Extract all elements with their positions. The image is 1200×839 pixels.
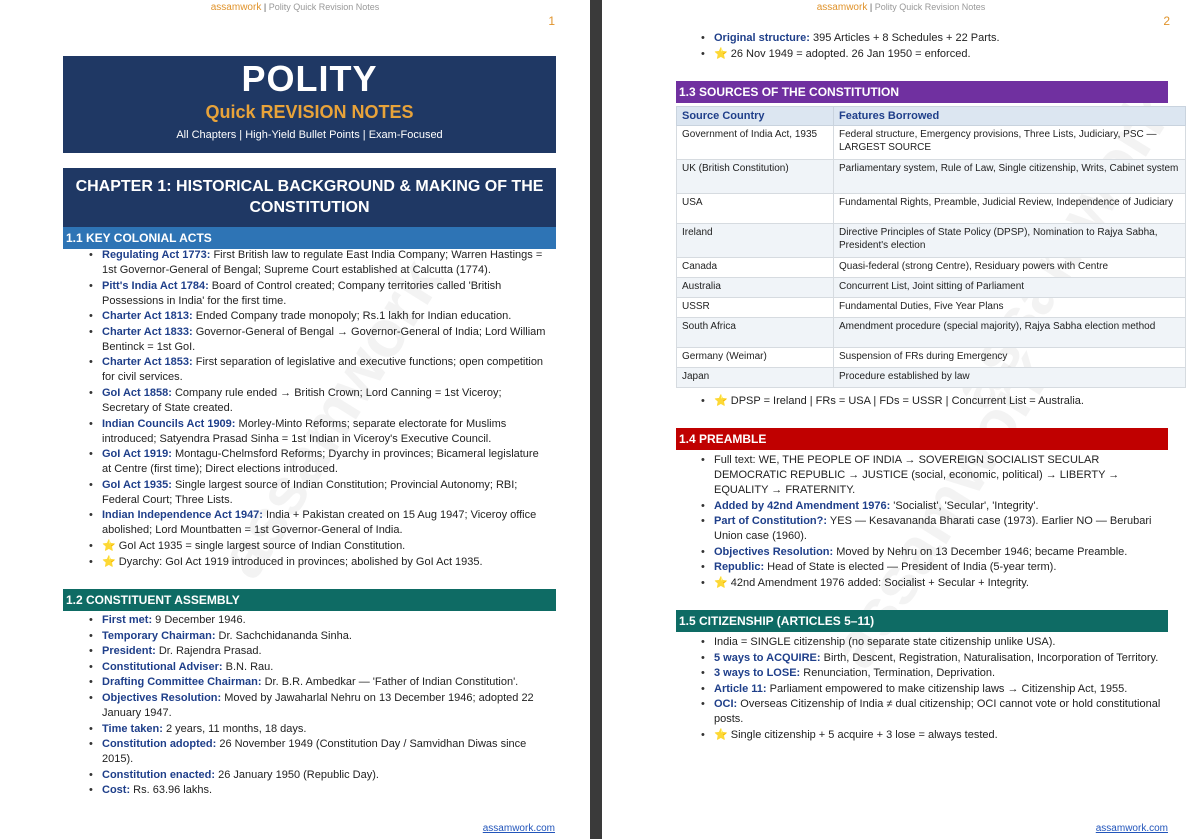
table-cell: Australia: [677, 278, 834, 298]
item-text: GoI Act 1935 = single largest source of Indian Constitution.: [115, 539, 406, 552]
list-item: [700, 728, 1170, 743]
list-item: [700, 47, 1170, 62]
item-text: Company rule ended → British Crown; Lord Canning = 1st Viceroy; Secretary of State created.: [102, 386, 502, 414]
table-cell: Ireland: [677, 224, 834, 258]
item-text: Board of Control created; Company territories called 'British Possessions in India' for the first time.: [102, 279, 502, 307]
table-cell: Concurrent List, Joint sitting of Parliament: [834, 278, 1186, 298]
list-item: [88, 644, 548, 659]
item-keyword: Objectives Resolution:: [102, 691, 222, 704]
sources-table: [676, 106, 1186, 388]
list-item: [700, 453, 1170, 498]
item-text: Ended Company trade monopoly; Rs.1 lakh for Indian education.: [192, 310, 512, 323]
item-text: Birth, Descent, Registration, Naturalisation, Incorporation of Territory.: [820, 651, 1159, 664]
table-header-row: [677, 107, 1186, 126]
item-keyword: Indian Independence Act 1947:: [102, 509, 263, 522]
list-item: [700, 635, 1170, 650]
column-header: Features Borrowed: [834, 107, 1186, 126]
item-keyword: Charter Act 1833:: [102, 325, 193, 338]
star-icon: ⭐: [102, 555, 116, 568]
item-keyword: Regulating Act 1773:: [102, 249, 211, 261]
footer-link[interactable]: assamwork.com: [482, 823, 555, 834]
table-row: [677, 258, 1186, 278]
table-cell: Japan: [677, 368, 834, 388]
item-text: 395 Articles + 8 Schedules + 22 Parts.: [809, 32, 1000, 44]
item-text: 26 January 1950 (Republic Day).: [215, 768, 379, 781]
item-keyword: Pitt's India Act 1784:: [102, 279, 209, 292]
list-item: [700, 682, 1170, 697]
item-text: Dr. Rajendra Prasad.: [155, 645, 262, 658]
list-item: [700, 666, 1170, 681]
table-row: [677, 368, 1186, 388]
list-item: [88, 508, 548, 538]
section-heading-1-3: 1.3 SOURCES OF THE CONSTITUTION: [676, 81, 1168, 103]
list-item: [88, 447, 548, 477]
document-tagline: All Chapters | High-Yield Bullet Points | Exam-Focused: [176, 129, 443, 141]
list-item: [88, 691, 548, 721]
footer-link[interactable]: assamwork.com: [1095, 823, 1168, 834]
list-item: [88, 722, 548, 737]
list-item: [700, 697, 1170, 727]
table-cell: Government of India Act, 1935: [677, 126, 834, 160]
item-keyword: Article 11:: [714, 682, 767, 695]
section-heading-1-5: 1.5 CITIZENSHIP (ARTICLES 5–11): [676, 610, 1168, 632]
list-item: [700, 394, 1170, 409]
item-text: 2 years, 11 months, 18 days.: [162, 722, 307, 735]
item-keyword: Indian Councils Act 1909:: [102, 417, 236, 430]
table-cell: Canada: [677, 258, 834, 278]
star-icon: ⭐: [714, 395, 728, 407]
list-item: [88, 279, 548, 309]
item-keyword: Constitution adopted:: [102, 738, 217, 751]
item-text: Head of State is elected — President of India (5-year term).: [764, 561, 1057, 574]
item-text: Moved by Nehru on 13 December 1946; became Preamble.: [833, 545, 1128, 558]
table-cell: USA: [677, 194, 834, 224]
running-header: assamwork | Polity Quick Revision Notes: [816, 2, 986, 13]
item-keyword: President:: [102, 645, 156, 658]
table-cell: Parliamentary system, Rule of Law, Single citizenship, Writs, Cabinet system: [834, 160, 1186, 194]
table-cell: South Africa: [677, 318, 834, 348]
section-heading-1-1: 1.1 KEY COLONIAL ACTS: [63, 227, 556, 249]
structure-list: [700, 31, 1170, 62]
table-row: [677, 126, 1186, 160]
title-banner: [63, 56, 556, 153]
list-item: [88, 629, 548, 644]
list-item: [88, 248, 548, 278]
item-text: 42nd Amendment 1976 added: Socialist + Secular + Integrity.: [727, 576, 1029, 589]
table-cell: Amendment procedure (special majority), Rajya Sabha election method: [834, 318, 1186, 348]
list-item: [700, 499, 1170, 514]
item-text: Parliament empowered to make citizenship laws → Citizenship Act, 1955.: [766, 682, 1128, 695]
table-cell: Fundamental Rights, Preamble, Judicial Review, Independence of Judiciary: [834, 194, 1186, 224]
table-cell: Fundamental Duties, Five Year Plans: [834, 298, 1186, 318]
table-cell: Suspension of FRs during Emergency: [834, 348, 1186, 368]
item-keyword: Charter Act 1813:: [102, 310, 193, 323]
item-keyword: Part of Constitution?:: [714, 515, 828, 528]
item-text: YES — Kesavananda Bharati case (1973). Earlier NO — Berubari Union case (1960).: [714, 515, 1152, 543]
item-text: Dr. B.R. Ambedkar — 'Father of Indian Constitution'.: [261, 676, 519, 689]
item-text: Morley-Minto Reforms; separate electorate for Muslims introduced; Satyendra Prasad Sinha = 1st Indian in Viceroy's Executive Council.: [102, 417, 507, 445]
item-keyword: Drafting Committee Chairman:: [102, 676, 262, 689]
item-text: Dr. Sachchidananda Sinha.: [215, 629, 352, 642]
constituent-assembly-list: [88, 613, 548, 799]
item-text: Full text: WE, THE PEOPLE OF INDIA → SOVEREIGN SOCIALIST SECULAR DEMOCRATIC REPUBLIC → JUSTICE (social, economic, political) → LIBERTY → EQUALITY → FRATERNITY.: [714, 454, 1120, 496]
item-keyword: First met:: [102, 614, 153, 626]
item-text: India = SINGLE citizenship (no separate state citizenship unlike USA).: [714, 636, 1056, 648]
item-keyword: Republic:: [714, 561, 765, 574]
table-row: [677, 318, 1186, 348]
item-text: India + Pakistan created on 15 Aug 1947; Viceroy office abolished; Lord Mountbatten = 1st Governor-General of India.: [102, 509, 537, 537]
header-brand: assamwork: [816, 2, 868, 13]
list-item: [88, 768, 548, 783]
document-title: POLITY: [241, 58, 378, 99]
item-text: Overseas Citizenship of India ≠ dual citizenship; OCI cannot vote or hold constitutional posts.: [714, 698, 1161, 726]
item-text: Governor-General of Bengal → Governor-General of India; Lord William Bentinck = 1st GoI.: [102, 325, 546, 353]
page-number: 2: [1163, 14, 1170, 28]
item-text: 26 November 1949 (Constitution Day / Samvidhan Diwas since 2015).: [102, 738, 527, 766]
item-keyword: 5 ways to ACQUIRE:: [714, 651, 821, 664]
citizenship-list: [700, 635, 1170, 744]
chapter-heading: CHAPTER 1: HISTORICAL BACKGROUND & MAKING OF THE CONSTITUTION: [63, 168, 556, 229]
table-row: [677, 224, 1186, 258]
document-subtitle: Quick REVISION NOTES: [205, 102, 414, 122]
star-icon: ⭐: [714, 576, 728, 589]
item-text: DPSP = Ireland | FRs = USA | FDs = USSR | Concurrent List = Australia.: [727, 395, 1084, 407]
item-text: Moved by Jawaharlal Nehru on 13 December 1946; adopted 22 January 1947.: [102, 691, 534, 719]
item-text: Single largest source of Indian Constitution; Provincial Autonomy; RBI; Federal Court; Three Lists.: [102, 478, 518, 506]
preamble-list: [700, 453, 1170, 592]
list-item: [88, 539, 548, 554]
table-cell: Directive Principles of State Policy (DPSP), Nomination to Rajya Sabha, President's election: [834, 224, 1186, 258]
item-keyword: Temporary Chairman:: [102, 629, 216, 642]
sources-note: [700, 394, 1170, 410]
table-cell: Federal structure, Emergency provisions, Three Lists, Judiciary, PSC — LARGEST SOURCE: [834, 126, 1186, 160]
table-cell: UK (British Constitution): [677, 160, 834, 194]
item-text: Renunciation, Termination, Deprivation.: [800, 667, 996, 680]
item-text: First British law to regulate East India Company; Warren Hastings = 1st Governor-General of Bengal; Supreme Court established at Calcutta (1774).: [102, 249, 543, 276]
colonial-acts-list: [88, 248, 548, 570]
table-row: [677, 298, 1186, 318]
table-row: [677, 278, 1186, 298]
table-cell: Procedure established by law: [834, 368, 1186, 388]
list-item: [88, 613, 548, 628]
item-text: B.N. Rau.: [222, 660, 274, 673]
item-keyword: Original structure:: [714, 32, 810, 44]
list-item: [88, 783, 548, 798]
header-brand: assamwork: [210, 2, 262, 13]
item-keyword: Time taken:: [102, 722, 163, 735]
item-keyword: Objectives Resolution:: [714, 545, 834, 558]
running-header: assamwork | Polity Quick Revision Notes: [210, 2, 380, 13]
item-keyword: OCI:: [714, 698, 738, 711]
item-text: Single citizenship + 5 acquire + 3 lose = always tested.: [727, 728, 998, 741]
section-heading-1-4: 1.4 PREAMBLE: [676, 428, 1168, 450]
page-number: 1: [548, 14, 555, 28]
item-keyword: GoI Act 1919:: [102, 448, 172, 461]
list-item: [88, 386, 548, 416]
section-heading-1-2: 1.2 CONSTITUENT ASSEMBLY: [63, 589, 556, 611]
list-item: [700, 651, 1170, 666]
list-item: [88, 675, 548, 690]
table-row: [677, 194, 1186, 224]
list-item: [88, 309, 548, 324]
list-item: [88, 478, 548, 508]
list-item: [700, 560, 1170, 575]
column-header: Source Country: [677, 107, 834, 126]
table-row: [677, 160, 1186, 194]
item-keyword: GoI Act 1935:: [102, 478, 172, 491]
list-item: [88, 355, 548, 385]
list-item: [700, 545, 1170, 560]
table-row: [677, 348, 1186, 368]
list-item: [88, 555, 548, 570]
item-text: 'Socialist', 'Secular', 'Integrity'.: [890, 499, 1039, 512]
item-keyword: Cost:: [102, 784, 131, 797]
item-keyword: GoI Act 1858:: [102, 386, 172, 399]
list-item: [700, 31, 1170, 46]
item-text: First separation of legislative and executive functions; open competition for civil services.: [102, 356, 544, 384]
list-item: [88, 325, 548, 355]
list-item: [88, 660, 548, 675]
item-text: Rs. 63.96 lakhs.: [130, 784, 213, 797]
header-label: Polity Quick Revision Notes: [268, 2, 380, 12]
item-keyword: 3 ways to LOSE:: [714, 667, 801, 680]
table-cell: USSR: [677, 298, 834, 318]
star-icon: ⭐: [102, 539, 116, 552]
list-item: [88, 417, 548, 447]
star-icon: ⭐: [714, 47, 728, 60]
item-keyword: Constitutional Adviser:: [102, 660, 223, 673]
item-text: 26 Nov 1949 = adopted. 26 Jan 1950 = enforced.: [727, 47, 971, 60]
list-item: [700, 514, 1170, 544]
item-text: Montagu-Chelmsford Reforms; Dyarchy in provinces; Bicameral legislature at Centre (first time); Direct elections introduced.: [102, 448, 539, 476]
item-keyword: Charter Act 1853:: [102, 356, 193, 369]
table-cell: Quasi-federal (strong Centre), Residuary powers with Centre: [834, 258, 1186, 278]
item-keyword: Constitution enacted:: [102, 768, 216, 781]
star-icon: ⭐: [714, 728, 728, 741]
list-item: [88, 737, 548, 767]
header-label: Polity Quick Revision Notes: [874, 2, 986, 12]
item-text: 9 December 1946.: [152, 614, 246, 626]
table-cell: Germany (Weimar): [677, 348, 834, 368]
item-keyword: Added by 42nd Amendment 1976:: [714, 499, 891, 512]
list-item: [700, 576, 1170, 591]
page-1: [0, 0, 590, 839]
item-text: Dyarchy: GoI Act 1919 introduced in provinces; abolished by GoI Act 1935.: [115, 555, 483, 568]
